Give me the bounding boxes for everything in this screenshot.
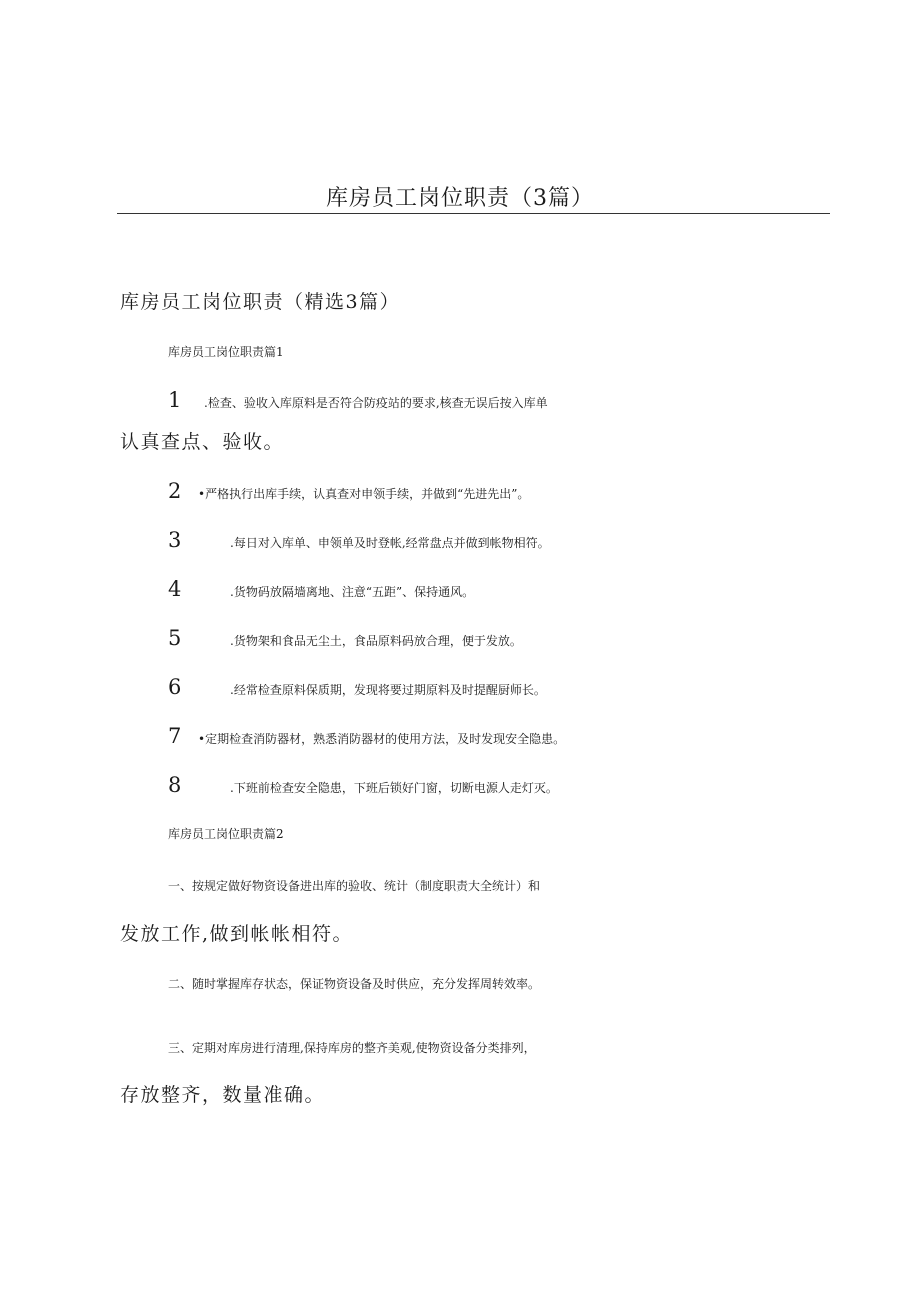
item-number: 2: [168, 479, 182, 503]
section2-item-2: 二、随时掌握库存状态，保证物资设备及时供应，充分发挥周转效率。: [168, 977, 541, 991]
item-text: .货物码放隔墙离地、注意“五距”、保持通风。: [230, 585, 475, 599]
list-item-1: [168, 380, 878, 423]
section1-heading: 库房员工岗位职责篇1: [168, 345, 284, 359]
item-text: .货物架和食品无尘土，食品原料码放合理，便于发放。: [230, 634, 522, 648]
list-item-4: [168, 569, 878, 612]
list-item-6: [168, 667, 878, 710]
title-underline: [117, 213, 830, 214]
list-item-1-continuation: 认真查点、验收。: [120, 431, 285, 453]
section2-item-3-line2: 存放整齐，数量准确。: [120, 1084, 326, 1106]
item-number: 6: [168, 675, 182, 699]
item-text: .检查、验收入库原料是否符合防疫站的要求,核查无误后按入库单: [204, 396, 548, 410]
list-item-5: [168, 618, 878, 661]
item-text: .经常检查原料保质期，发现将要过期原料及时提醒厨师长。: [230, 683, 546, 697]
list-item-7: [168, 716, 878, 759]
section2-item-3-line1: 三、定期对库房进行清理,保持库房的整齐美观,使物资设备分类排列，: [168, 1041, 536, 1055]
item-number: 5: [168, 626, 182, 650]
subtitle: 库房员工岗位职责（精选3篇）: [120, 291, 401, 313]
document-title: 库房员工岗位职责（3篇）: [326, 186, 594, 211]
section2-heading: 库房员工岗位职责篇2: [168, 827, 284, 841]
item-number: 4: [168, 577, 182, 601]
list-item-2: [168, 471, 878, 514]
item-number: 8: [168, 773, 182, 797]
list-item-3: [168, 520, 878, 563]
item-number: 1: [168, 388, 182, 412]
item-number: 3: [168, 528, 182, 552]
item-text: •定期检查消防器材，熟悉消防器材的使用方法，及时发现安全隐患。: [198, 732, 566, 746]
section2-item-1-line1: 一、按规定做好物资设备进出库的验收、统计（制度职责大全统计）和: [168, 879, 541, 893]
item-number: 7: [168, 724, 182, 748]
item-text: .下班前检查安全隐患，下班后锁好门窗，切断电源人走灯灭。: [230, 781, 558, 795]
item-text: .每日对入库单、申领单及时登帐,经常盘点并做到帐物相符。: [230, 536, 550, 550]
item-text: •严格执行出库手续，认真查对申领手续，并做到“先进先出”。: [198, 487, 530, 501]
section2-item-1-line2: 发放工作,做到帐帐相符。: [120, 923, 354, 945]
list-item-8: [168, 765, 878, 808]
